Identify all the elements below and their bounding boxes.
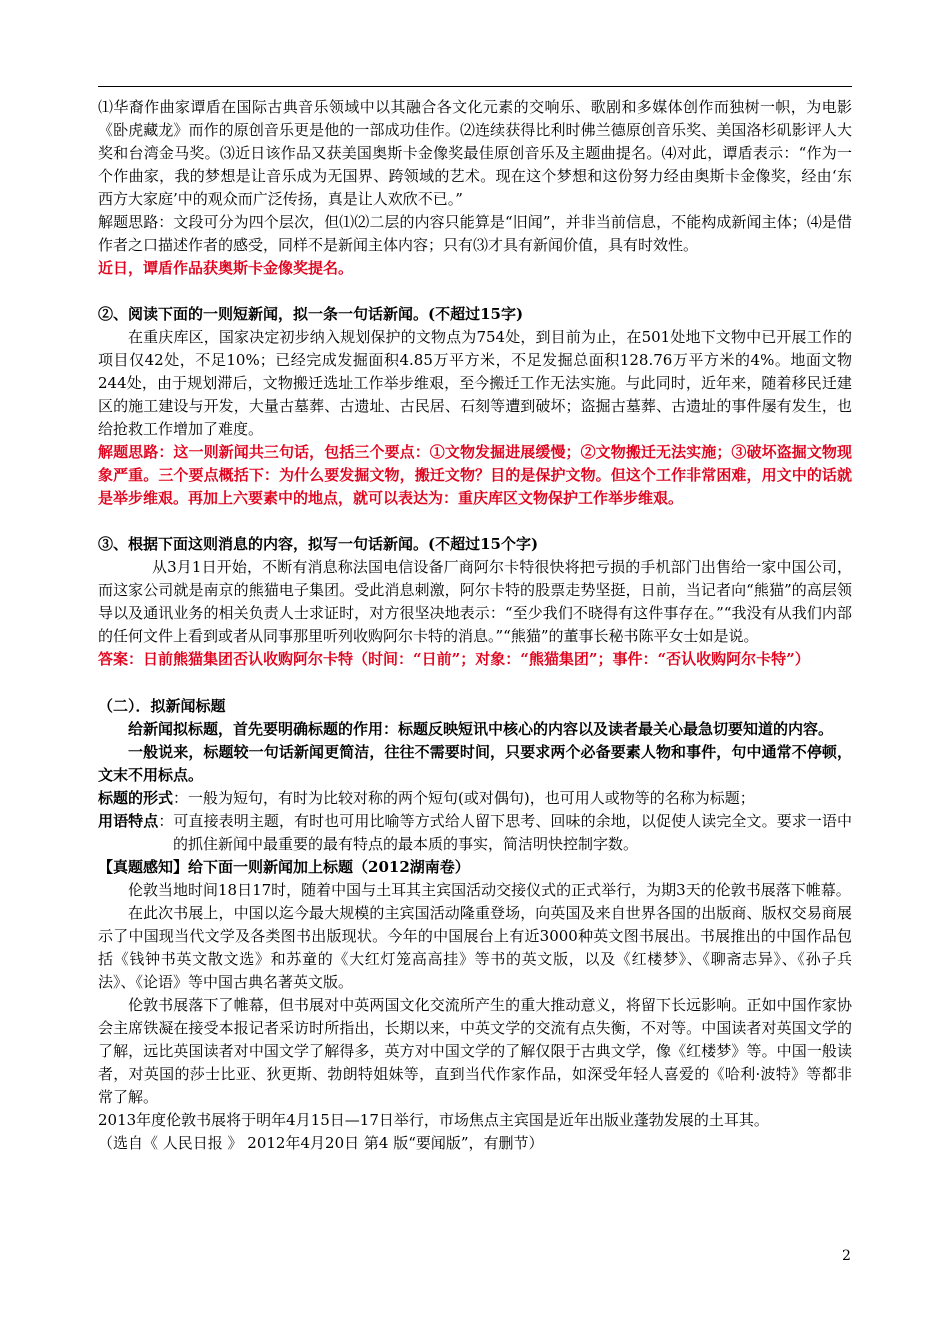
headline-style-text: ：可直接表明主题，有时也可用比喻等方式给人留下思考、回味的余地，以促使人读完全文。要求一语中的抓住新闻中最重要的最有特点的最本质的事实，简洁明快控制字数。 (158, 812, 852, 853)
exercise-3-title: ③、根据下面这则消息的内容，拟写一句话新闻。(不超过15个字) (98, 535, 539, 553)
news-paragraph-1: 伦敦当地时间18日17时，随着中国与土耳其主宾国活动交接仪式的正式举行，为期3天的伦敦书展落下帷幕。 (128, 881, 851, 899)
headline-form-paragraph (98, 787, 852, 810)
exercise-2-answer: 解题思路：这一则新闻共三句话，包括三个要点：①文物发掘进展缓慢；②文物搬迁无法实施；③破坏盗掘文物现象严重。三个要点概括下：为什么要发掘文物，搬迁文物？目的是保护文物。但这个工作非常困难，用文中的话就是举步维艰。再加上六要素中的地点，就可以表达为：重庆库区文物保护工作举步维艰。 (98, 443, 852, 507)
news-paragraph-3: 伦敦书展落下了帷幕，但书展对中英两国文化交流所产生的重大推动意义，将留下长远影响。正如中国作家协会主席铁凝在接受本报记者采访时所指出，长期以来，中英文学的交流有点失衡，不对等。中国读者对英国文学的了解，远比英国读者对中国文学了解得多，英方对中国文学的了解仅限于古典文学，像《红楼梦》等。中国一般读者，对英国的莎士比亚、狄更斯、勃朗特姐妹等，直到当代作家作品，如深受年轻人喜爱的《哈利·波特》等都非常了解。 (98, 996, 852, 1106)
exercise-2-title: ②、阅读下面的一则短新闻，拟一条一句话新闻。(不超过15字) (98, 305, 524, 323)
example-paragraph: ⑴华裔作曲家谭盾在国际古典音乐领域中以其融合各文化元素的交响乐、歌剧和多媒体创作而独树一帜，为电影《卧虎藏龙》而作的原创音乐更是他的一部成功佳作。⑵连续获得比利时佛兰德原创音乐奖、美国洛杉矶影评人大奖和台湾金马奖。⑶近日该作品又获美国奥斯卡金像奖最佳原创音乐及主题曲提名。⑷对此，谭盾表示：“作为一个作曲家，我的梦想是让音乐成为无国界、跨领域的艺术。现在这个梦想和这份努力经由奥斯卡金像奖，经由‘东西方大家庭’中的观众而广泛传扬，真是让人欢欣不已。” (98, 98, 852, 208)
headline-style-label: 用语特点 (98, 812, 159, 830)
headline-form-label: 标题的形式 (98, 789, 174, 807)
news-paragraph-4: 2013年度伦敦书展将于明年4月15日—17日举行，市场焦点主宾国是近年出版业蓬勃发展的土耳其。 (98, 1111, 769, 1129)
headline-purpose-paragraph: 给新闻拟标题，首先要明确标题的作用：标题反映短讯中核心的内容以及读者最关心最急切要知道的内容。 (128, 720, 834, 738)
document-page (98, 96, 852, 1155)
exercise-2-body: 在重庆库区，国家决定初步纳入规划保护的文物点为754处，到目前为止，在501处地下文物中已开展工作的项目仅42处，不足10%；已经完成发掘面积4.85万平方米，不足发掘总面积128.76万平方米的4%。地面文物244处，由于规划滞后，文物搬迁选址工作举步维艰，至今搬迁工作无法实施。与此同时，近年来，随着移民迁建区的施工建设与开发，大量古墓葬、古遗址、古民居、石刻等遭到破坏；盗掘古墓葬、古遗址的事件屡有发生，也给抢救工作增加了难度。 (98, 328, 852, 438)
exercise-3-answer: 答案：日前熊猫集团否认收购阿尔卡特（时间：“日前”；对象：“熊猫集团”；事件：“否认收购阿尔卡特”） (98, 650, 810, 668)
header-rule (98, 86, 852, 87)
news-source: （选自《 人民日报 》 2012年4月20日 第4 版“要闻版”，有删节） (98, 1134, 544, 1152)
section-title: （二）．拟新闻标题 (98, 697, 226, 715)
page-number: 2 (842, 1248, 851, 1264)
news-paragraph-2: 在此次书展上，中国以迄今最大规模的主宾国活动隆重登场，向英国及来自世界各国的出版商、版权交易商展示了中国现当代文学及各类图书出版现状。今年的中国展台上有近3000种英文图书展出。书展推出的中国作品包括《钱钟书英文散文选》和苏童的《大红灯笼高高挂》等书的英文版，以及《红楼梦》、《聊斋志异》、《孙子兵法》、《论语》等中国古典名著英文版。 (98, 904, 852, 991)
headline-style-paragraph (98, 810, 852, 856)
headline-form-text: ：一般为短句，有时为比较对称的两个短句(或对偶句)，也可用人或物等的名称为标题； (173, 789, 755, 807)
exam-task-title: 【真题感知】给下面一则新闻加上标题（2012湖南卷） (98, 858, 470, 876)
answer-text: 近日，谭盾作品获奥斯卡金像奖提名。 (98, 259, 354, 277)
analysis-paragraph: 解题思路：文段可分为四个层次，但⑴⑵二层的内容只能算是“旧闻”，并非当前信息，不能构成新闻主体；⑷是借作者之口描述作者的感受，同样不是新闻主体内容；只有⑶才具有新闻价值，具有时效性。 (98, 213, 852, 254)
headline-brevity-paragraph: 一般说来，标题较一句话新闻更简洁，往往不需要时间，只要求两个必备要素人物和事件，句中通常不停顿，文末不用标点。 (98, 743, 852, 784)
exercise-3-body: 从3月1日开始，不断有消息称法国电信设备厂商阿尔卡特很快将把亏损的手机部门出售给一家中国公司，而这家公司就是南京的熊猫电子集团。受此消息刺激，阿尔卡特的股票走势坚挺，日前，当记者向“熊猫”的高层领导以及通讯业务的相关负责人士求证时，对方很坚决地表示：“至少我们不晓得有这件事存在。”“我没有从我们内部的任何文件上看到或者从同事那里听列收购阿尔卡特的消息。”“熊猫”的董事长秘书陈平女士如是说。 (98, 558, 852, 645)
